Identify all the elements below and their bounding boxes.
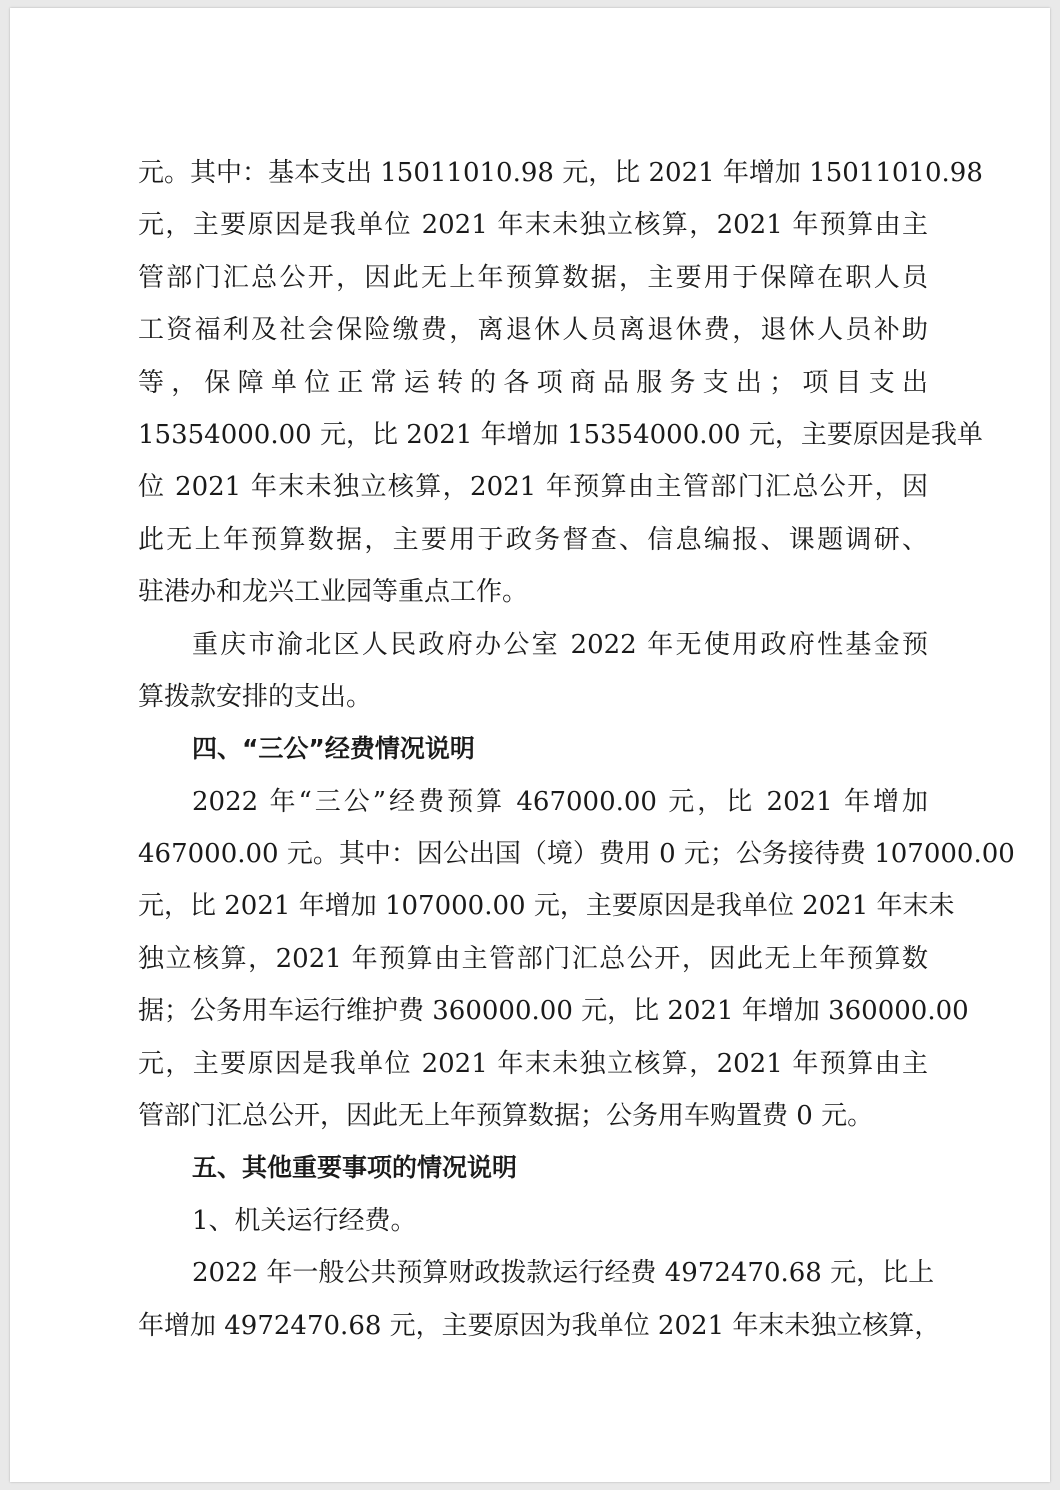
text-line: 管部门汇总公开，因此无上年预算数据；公务用车购置费 0 元。 bbox=[138, 1101, 874, 1132]
text-line: 此无上年预算数据，主要用于政务督查、信息编报、课题调研、 bbox=[138, 524, 928, 555]
text-line: 算拨款安排的支出。 bbox=[138, 681, 373, 712]
text-line: 15354000.00 元，比 2021 年增加 15354000.00 元，主要原因是我单 bbox=[138, 419, 983, 450]
text-line: 1、机关运行经费。 bbox=[192, 1205, 417, 1236]
text-line: 2022 年“三公”经费预算 467000.00 元，比 2021 年增加 bbox=[192, 786, 928, 817]
text-line: 2022 年一般公共预算财政拨款运行经费 4972470.68 元，比上 bbox=[192, 1258, 935, 1289]
text-line: 位 2021 年末未独立核算，2021 年预算由主管部门汇总公开，因 bbox=[138, 472, 928, 503]
text-line: 年增加 4972470.68 元，主要原因为我单位 2021 年末未独立核算， bbox=[138, 1310, 941, 1341]
section-heading: 四、“三公”经费情况说明 bbox=[192, 734, 475, 764]
text-line: 工资福利及社会保险缴费，离退休人员离退休费，退休人员补助 bbox=[138, 315, 928, 346]
text-line: 管部门汇总公开，因此无上年预算数据，主要用于保障在职人员 bbox=[138, 262, 928, 293]
document-body bbox=[138, 147, 1015, 1352]
section-heading: 五、其他重要事项的情况说明 bbox=[192, 1153, 518, 1183]
text-line: 元，主要原因是我单位 2021 年末未独立核算，2021 年预算由主 bbox=[138, 210, 928, 241]
text-line: 等，保障单位正常运转的各项商品服务支出；项目支出 bbox=[138, 367, 928, 398]
text-line: 元，主要原因是我单位 2021 年末未独立核算，2021 年预算由主 bbox=[138, 1048, 928, 1079]
text-line: 独立核算，2021 年预算由主管部门汇总公开，因此无上年预算数 bbox=[138, 943, 928, 974]
text-line: 467000.00 元。其中：因公出国（境）费用 0 元；公务接待费 107000.00 bbox=[138, 839, 1015, 870]
text-line: 重庆市渝北区人民政府办公室 2022 年无使用政府性基金预 bbox=[192, 629, 928, 660]
text-line: 元。其中：基本支出 15011010.98 元，比 2021 年增加 15011010.98 bbox=[138, 158, 983, 188]
text-line: 据；公务用车运行维护费 360000.00 元，比 2021 年增加 360000.00 bbox=[138, 996, 969, 1027]
text-line: 驻港办和龙兴工业园等重点工作。 bbox=[138, 577, 529, 608]
document-page bbox=[10, 8, 1050, 1482]
text-line: 元，比 2021 年增加 107000.00 元，主要原因是我单位 2021 年末未 bbox=[138, 891, 955, 922]
